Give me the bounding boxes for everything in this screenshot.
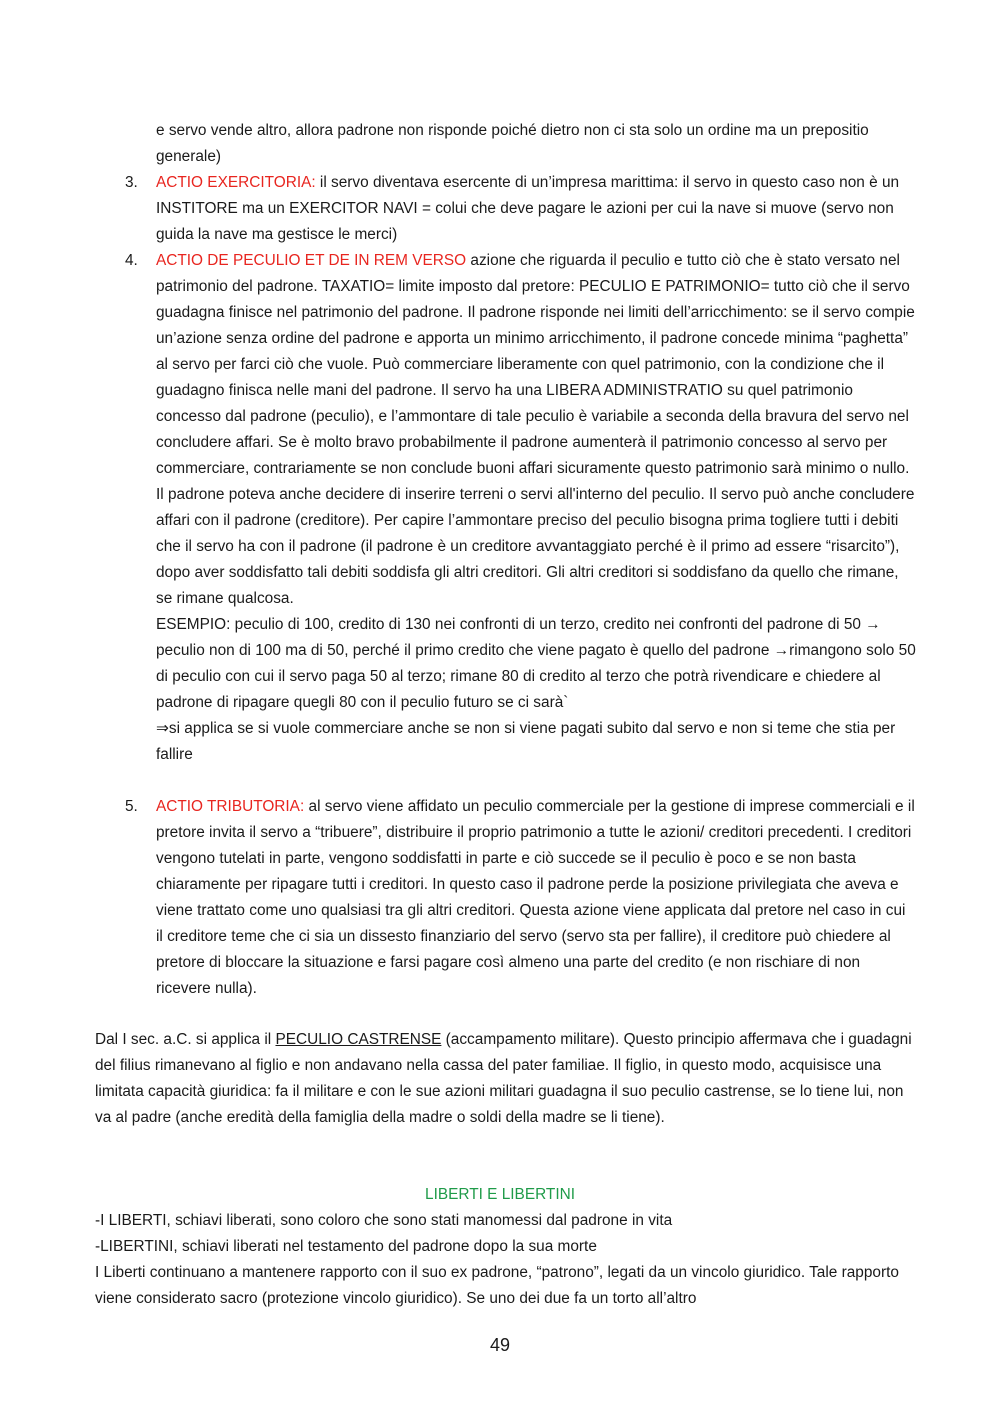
- list-number: 3.: [125, 174, 138, 191]
- section-line: -LIBERTINI, schiavi liberati nel testamento del padrone dopo la sua morte: [95, 1238, 597, 1255]
- example-text: ESEMPIO: peculio di 100, credito di 130 nei confronti di un terzo, credito nei confronti del padrone di 50 → peculio non di 100 ma di 50, perché il primo credito che viene pagato è quello del padrone →rimangono solo 50 di peculio con cui il servo paga 50 al terzo; rimane 80 di credito al terzo che potrà rivendicare e chiedere al padrone di ripagare quegli 80 con il peculio futuro se ci sarà`: [156, 616, 916, 711]
- list-item-body: [156, 248, 916, 768]
- underlined-term: PECULIO CASTRENSE: [275, 1031, 442, 1048]
- action-title: ACTIO TRIBUTORIA:: [156, 798, 305, 815]
- list-item-body: [156, 170, 916, 248]
- action-text: il servo diventava esercente di un’impresa marittima: il servo in questo caso non è un INSTITORE ma un EXERCITOR NAVI = colui che deve pagare le azioni per cui la nave si muove (servo non guida la nave ma gestisce le merci): [156, 174, 900, 243]
- section-body: [95, 1208, 925, 1312]
- action-title: ACTIO EXERCITORIA:: [156, 174, 316, 191]
- action-title: ACTIO DE PECULIO ET DE IN REM VERSO: [156, 252, 467, 269]
- page-number: 49: [489, 1335, 511, 1355]
- section-line: -I LIBERTI, schiavi liberati, sono coloro che sono stati manomessi dal padrone in vita: [95, 1212, 673, 1229]
- section-line: I Liberti continuano a mantenere rapporto con il suo ex padrone, “patrono”, legati da un vincolo giuridico. Tale rapporto viene considerato sacro (protezione vincolo giuridico). Se uno dei due fa un torto all’altro: [95, 1264, 899, 1307]
- peculio-castrense-paragraph: [95, 1027, 915, 1131]
- list-number: 5.: [125, 798, 138, 815]
- example-conclusion: ⇒si applica se si vuole commerciare anche se non si viene pagati subito dal servo e non si teme che stia per fallire: [156, 720, 896, 763]
- action-text: azione che riguarda il peculio e tutto ciò che è stato versato nel patrimonio del padrone. TAXATIO= limite imposto dal pretore: PECULIO E PATRIMONIO= tutto ciò che il servo guadagna finisce nel patrimonio del padrone. Il padrone risponde nei limiti dell’arricchimento: se il servo compie un’azione senza ordine del padrone e apporta un minimo arricchimento, il padrone concede minima “paghetta” al servo per farci ciò che vuole. Può commerciare liberamente con quel patrimonio, con la condizione che il guadagno finisca nelle mani del padrone. Il servo ha una LIBERA ADMINISTRATIO su quel patrimonio concesso dal padrone (peculio), e l’ammontare di tale peculio è variabile a seconda della bravura del servo nel concludere affari. Se è molto bravo probabilmente il padrone aumenterà il patrimonio concesso al servo per commerciare, contrariamente se non conclude buoni affari sicuramente questo patrimonio sarà minimo o nullo. Il padrone poteva anche decidere di inserire terreni o servi all'interno del peculio. Il servo può anche concludere affari con il padrone (creditore). Per capire l’ammontare preciso del peculio bisogna prima togliere tutti i debiti che il servo ha con il padrone (il padrone è un creditore avvantaggiato perché è il primo ad essere “risarcito”), dopo aver soddisfatto tali debiti soddisfa gli altri creditori. Gli altri creditori si soddisfano da quello che rimane, se rimane qualcosa.: [156, 252, 915, 607]
- continuation-text: e servo vende altro, allora padrone non risponde poiché dietro non ci sta solo un ordine ma un prepositio generale): [156, 122, 869, 165]
- section-heading: LIBERTI E LIBERTINI: [425, 1186, 575, 1203]
- paragraph-text: Dal I sec. a.C. si applica il: [95, 1031, 276, 1048]
- list-item-body: [156, 794, 916, 1002]
- paragraph-text: (accampamento militare). Questo principio affermava che i guadagni del filius rimanevano al figlio e non andavano nella cassa del pater familiae. Il figlio, in questo modo, acquisisce una limitata capacità giuridica: fa il militare e con le sue azioni militari guadagna il suo peculio castrense, se lo tiene lui, non va al padre (anche eredità della famiglia della madre o soldi della madre se li tiene).: [95, 1031, 912, 1126]
- action-text: al servo viene affidato un peculio commerciale per la gestione di imprese commerciali e il pretore invita il servo a “tribuere”, distribuire il proprio patrimonio a tutte le azioni/ creditori precedenti. I creditori vengono tutelati in parte, vengono soddisfatti in parte e ciò succede se il peculio è poco e se non basta chiaramente per ripagare tutti i creditori. In questo caso il padrone perde la posizione privilegiata che aveva e viene trattato come uno qualsiasi tra gli altri creditori. Questa azione viene applicata dal pretore nel caso in cui il creditore teme che ci sia un dissesto finanziario del servo (servo sta per fallire), il creditore può chiedere al pretore di bloccare la situazione e farsi pagare così almeno una parte del credito (e non rischiare di non ricevere nulla).: [156, 798, 915, 997]
- list-number: 4.: [125, 252, 138, 269]
